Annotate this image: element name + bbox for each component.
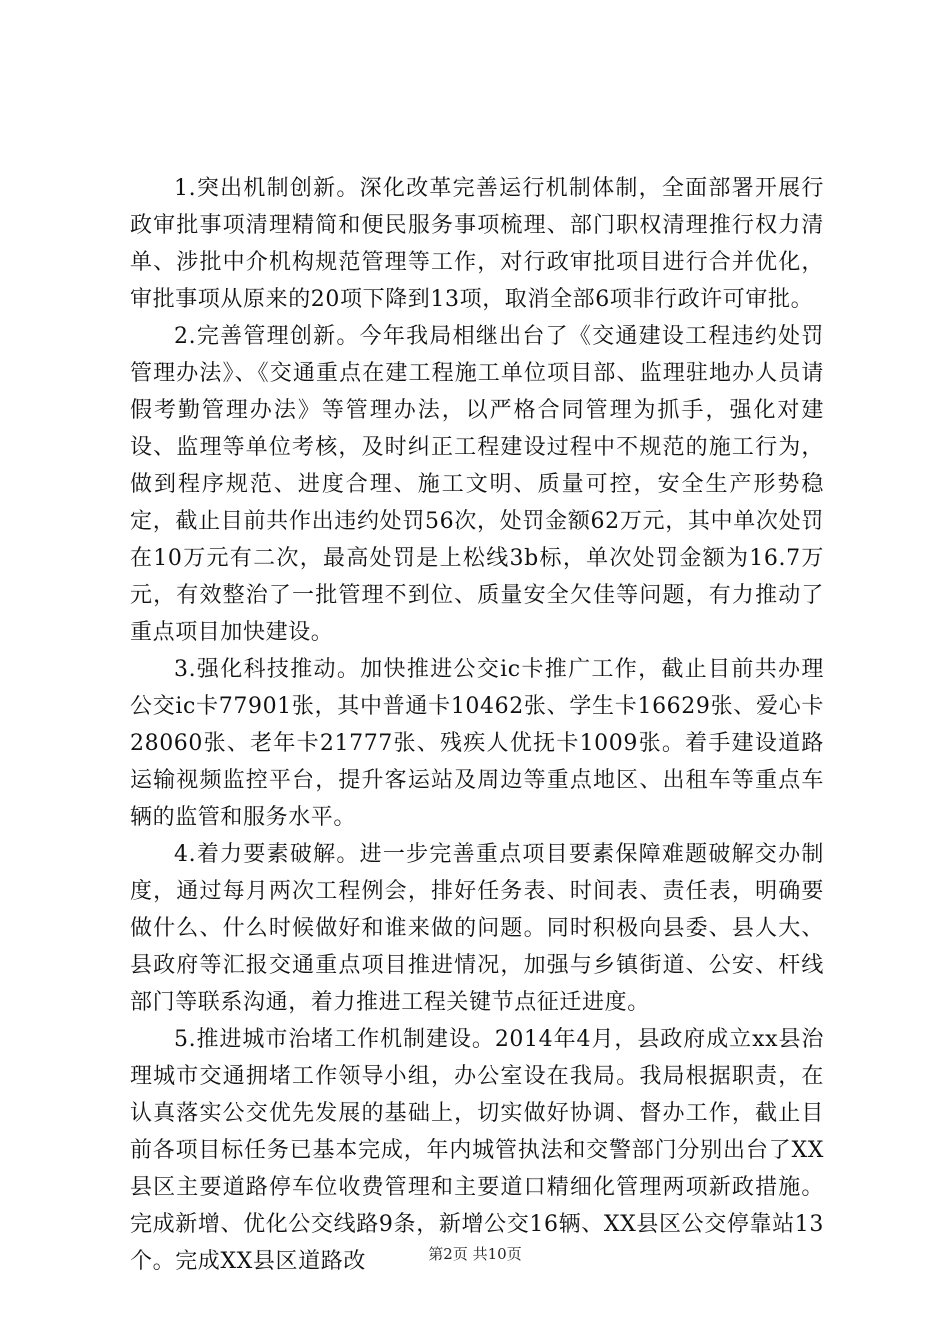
document-body: [130, 170, 824, 1280]
paragraph-1: 1.突出机制创新。深化改革完善运行机制体制，全面部署开展行政审批事项清理精简和便民服务事项梳理、部门职权清理推行权力清单、涉批中介机构规范管理等工作，对行政审批项目进行合并优化，审批事项从原来的20项下降到13项，取消全部6项非行政许可审批。: [130, 176, 824, 312]
paragraph-4: 4.着力要素破解。进一步完善重点项目要素保障难题破解交办制度，通过每月两次工程例会，排好任务表、时间表、责任表，明确要做什么、什么时候做好和谁来做的问题。同时积极向县委、县人大、县政府等汇报交通重点项目推进情况，加强与乡镇街道、公安、杆线部门等联系沟通，着力推进工程关键节点征迁进度。: [130, 842, 824, 1015]
paragraph-5: 5.推进城市治堵工作机制建设。2014年4月，县政府成立xx县治理城市交通拥堵工作领导小组，办公室设在我局。我局根据职责，在认真落实公交优先发展的基础上，切实做好协调、督办工作，截止目前各项目标任务已基本完成，年内城管执法和交警部门分别出台了XX县区主要道路停车位收费管理和主要道口精细化管理两项新政措施。完成新增、优化公交线路9条，新增公交16辆、XX县区公交停靠站13个。完成XX县区道路改: [130, 1027, 824, 1274]
page-number-footer: 第2页 共10页: [428, 1245, 522, 1263]
paragraph-3: 3.强化科技推动。加快推进公交ic卡推广工作，截止目前共办理公交ic卡77901张，其中普通卡10462张、学生卡16629张、爱心卡28060张、老年卡21777张、残疾人优抚卡1009张。着手建设道路运输视频监控平台，提升客运站及周边等重点地区、出租车等重点车辆的监管和服务水平。: [130, 657, 824, 830]
paragraph-2: 2.完善管理创新。今年我局相继出台了《交通建设工程违约处罚管理办法》、《交通重点在建工程施工单位项目部、监理驻地办人员请假考勤管理办法》等管理办法，以严格合同管理为抓手，强化对建设、监理等单位考核，及时纠正工程建设过程中不规范的施工行为，做到程序规范、进度合理、施工文明、质量可控，安全生产形势稳定，截止目前共作出违约处罚56次，处罚金额62万元，其中单次处罚在10万元有二次，最高处罚是上松线3b标，单次处罚金额为16.7万元，有效整治了一批管理不到位、质量安全欠佳等问题，有力推动了重点项目加快建设。: [130, 324, 824, 645]
